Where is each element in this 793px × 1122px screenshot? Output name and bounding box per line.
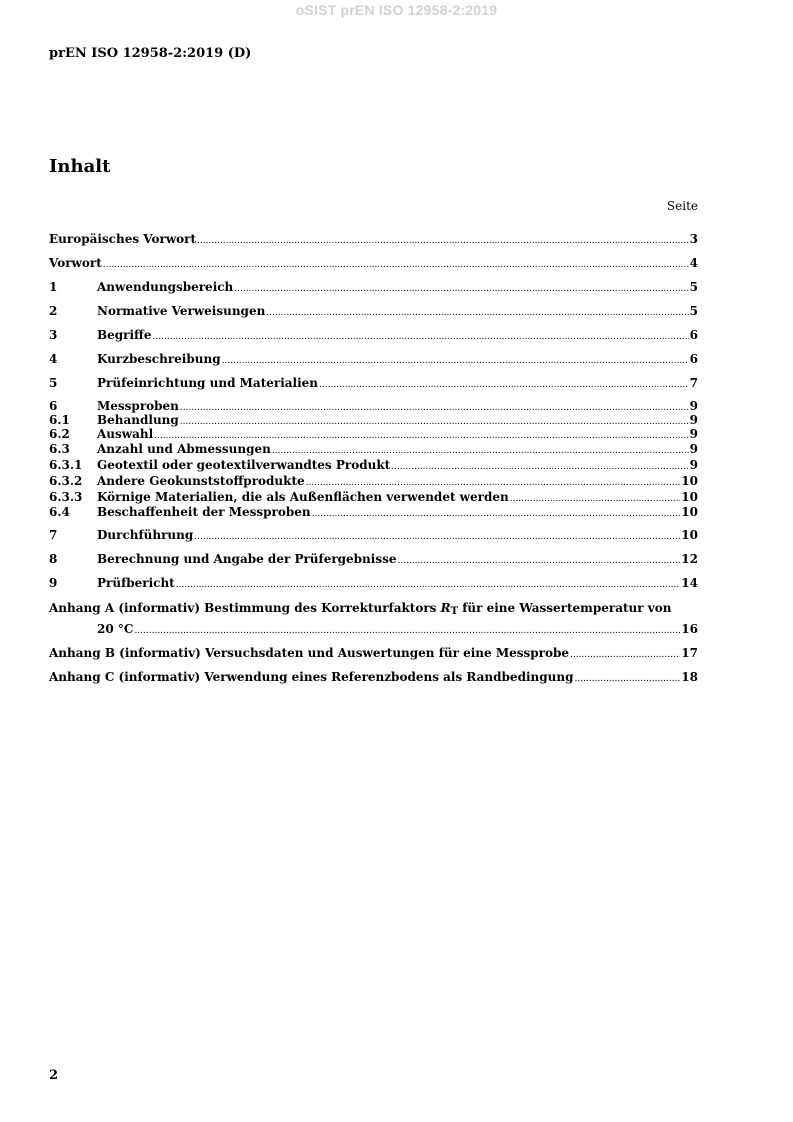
toc-annex-a-title[interactable] (49, 599, 698, 617)
toc-entry[interactable] (49, 669, 698, 685)
toc-entry-number: 6.3 (49, 442, 70, 456)
toc-entry[interactable] (49, 413, 698, 427)
toc-entry[interactable] (49, 279, 698, 295)
toc-entry-page: 16 (681, 622, 698, 636)
toc-entry[interactable] (49, 255, 698, 271)
toc-entry-page: 10 (681, 505, 698, 519)
dot-leader (574, 669, 680, 687)
toc-entry-title: 20 °C (97, 622, 134, 636)
dot-leader (570, 645, 680, 663)
toc-title: Inhalt (49, 156, 111, 177)
toc-entry[interactable] (49, 427, 698, 441)
dot-leader (234, 279, 688, 297)
toc-entry[interactable] (49, 551, 698, 567)
toc-entry-number: 2 (49, 304, 58, 318)
toc-entry-title: Anhang C (informativ) Verwendung eines Referenzbodens als Randbedingung (49, 670, 574, 684)
toc-entry-title: Durchführung (97, 528, 194, 542)
toc-entry-page: 7 (689, 376, 698, 390)
toc-entry-page: 6 (689, 352, 698, 366)
dot-leader (222, 351, 689, 369)
toc-entry-number: 6.1 (49, 413, 70, 427)
toc-entry-page: 5 (689, 280, 698, 294)
toc-entry[interactable] (49, 473, 698, 489)
toc-entry[interactable] (49, 399, 698, 413)
toc-entry-title: Begriffe (97, 328, 152, 342)
toc-entry-number: 3 (49, 328, 58, 342)
toc-entry-page: 18 (681, 670, 698, 684)
toc-entry-title: Messproben (97, 399, 179, 413)
toc-entry-page: 9 (689, 458, 698, 472)
toc-entry[interactable] (49, 457, 698, 473)
toc-entry-number: 6.3.2 (49, 474, 83, 488)
watermark: oSIST prEN ISO 12958-2:2019 (295, 2, 498, 18)
toc-entry-title: Prüfeinrichtung und Materialien (97, 376, 319, 390)
toc-entry-page: 12 (681, 552, 698, 566)
toc-entry-title: Auswahl (97, 427, 154, 441)
dot-leader (176, 575, 681, 593)
toc-entry-page: 9 (689, 399, 698, 413)
dot-leader (153, 327, 689, 345)
toc-entry[interactable] (49, 489, 698, 505)
toc-entry-title: Andere Geokunststoffprodukte (97, 474, 305, 488)
toc-entry[interactable] (49, 375, 698, 391)
table-of-contents (49, 231, 698, 685)
toc-entry-title: Körnige Materialien, die als Außenflächen verwendet werden (97, 490, 509, 504)
toc-entry-number: 6 (49, 399, 58, 413)
toc-entry-page: 5 (689, 304, 698, 318)
toc-entry[interactable] (49, 303, 698, 319)
toc-entry-title: Anwendungsbereich (97, 280, 234, 294)
toc-entry-page: 14 (681, 576, 698, 590)
toc-entry-page: 6 (689, 328, 698, 342)
toc-entry-title: Kurzbeschreibung (97, 352, 221, 366)
toc-entry-number: 8 (49, 552, 58, 566)
toc-entry-title: Beschaffenheit der Messproben (97, 505, 311, 519)
dot-leader (266, 303, 688, 321)
toc-entry-page: 4 (689, 256, 698, 270)
toc-entry[interactable] (49, 231, 698, 247)
toc-entry-page: 9 (689, 442, 698, 456)
toc-entry[interactable] (49, 575, 698, 591)
toc-entry-page: 10 (681, 490, 698, 504)
toc-entry[interactable] (49, 527, 698, 543)
toc-entry-number: 6.4 (49, 505, 70, 519)
toc-entry-page: 10 (681, 528, 698, 542)
toc-entry-title: Anhang A (informativ) Bestimmung des Korrekturfaktors $R_T$ für eine Wassertemperatur von (49, 601, 672, 617)
dot-leader (103, 255, 689, 273)
toc-annex-a-continuation[interactable] (49, 621, 698, 637)
toc-entry-number: 6.3.3 (49, 490, 83, 504)
toc-entry-page: 9 (689, 427, 698, 441)
toc-entry-page: 17 (681, 646, 698, 660)
toc-entry-number: 5 (49, 376, 58, 390)
dot-leader (398, 551, 681, 569)
page-number: 2 (49, 1068, 59, 1083)
toc-entry-number: 4 (49, 352, 58, 366)
toc-entry-number: 7 (49, 528, 58, 542)
toc-entry-page: 3 (689, 232, 698, 246)
toc-entry-title: Vorwort (49, 256, 102, 270)
dot-leader (197, 231, 689, 249)
dot-leader (134, 621, 680, 639)
toc-entry-title: Behandlung (97, 413, 179, 427)
toc-entry-number: 6.3.1 (49, 458, 83, 472)
toc-entry-number: 9 (49, 576, 58, 590)
toc-entry[interactable] (49, 351, 698, 367)
toc-entry-number: 1 (49, 280, 58, 294)
toc-entry-title: Berechnung und Angabe der Prüfergebnisse (97, 552, 397, 566)
dot-leader (319, 375, 689, 393)
toc-entry-page: 9 (689, 413, 698, 427)
toc-entry-page: 10 (681, 474, 698, 488)
toc-entry-number: 6.2 (49, 427, 70, 441)
toc-entry-title: Anzahl und Abmessungen (97, 442, 271, 456)
document-id-header: prEN ISO 12958-2:2019 (D) (49, 46, 252, 61)
toc-entry[interactable] (49, 441, 698, 457)
toc-entry[interactable] (49, 327, 698, 343)
toc-entry[interactable] (49, 645, 698, 661)
toc-entry-title: Anhang B (informativ) Versuchsdaten und Auswertungen für eine Messprobe (49, 646, 569, 660)
toc-entry-title: Geotextil oder geotextilverwandtes Produkt (97, 458, 391, 472)
dot-leader (312, 505, 681, 521)
page-column-label: Seite (666, 199, 698, 213)
dot-leader (194, 527, 680, 545)
toc-entry-title: Normative Verweisungen (97, 304, 266, 318)
toc-entry-title: Prüfbericht (97, 576, 175, 590)
toc-entry[interactable] (49, 505, 698, 519)
toc-entry-title: Europäisches Vorwort (49, 232, 197, 246)
